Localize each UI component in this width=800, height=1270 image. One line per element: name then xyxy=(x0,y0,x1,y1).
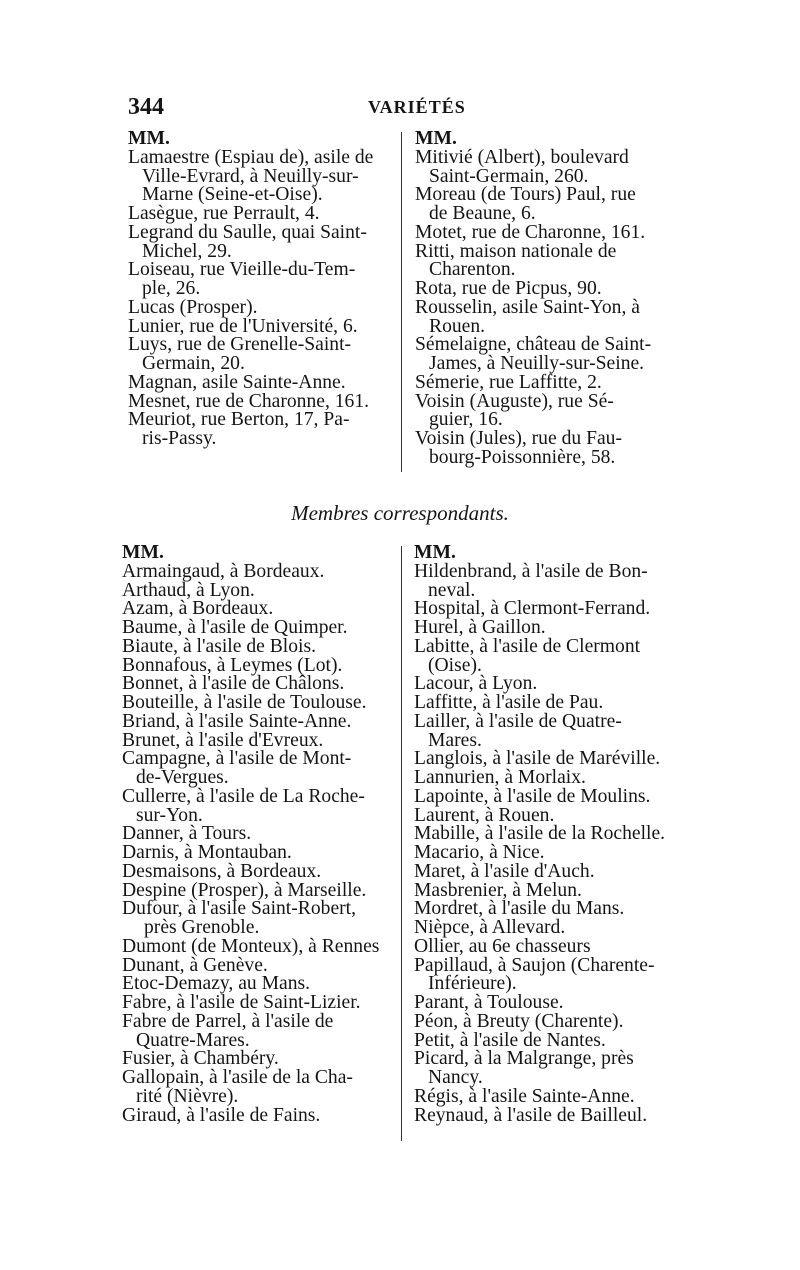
entry-line: ple, 26. xyxy=(142,278,201,299)
entry-line: Desmaisons, à Bordeaux. xyxy=(122,860,322,882)
entry-line: Ollier, au 6e chasseurs xyxy=(414,935,591,957)
entry-line: Rouen. xyxy=(429,315,486,337)
running-title: VARIÉTÉS xyxy=(368,97,466,117)
column-heading: MM. xyxy=(128,128,170,149)
entry-line: James, à Neuilly-sur-Seine. xyxy=(429,353,645,374)
entry-line: Lailler, à l'asile de Quatre- xyxy=(414,710,622,732)
entry-line: Luys, rue de Grenelle-Saint- xyxy=(128,334,352,356)
entry-line: Fusier, à Chambéry. xyxy=(122,1048,279,1070)
entry-line: Inférieure). xyxy=(428,973,517,995)
entry-line: Dumont (de Monteux), à Rennes xyxy=(122,935,380,957)
entry-line: Labitte, à l'asile de Clermont xyxy=(414,635,641,657)
column-heading: MM. xyxy=(122,542,164,563)
entry-line: Motet, rue de Charonne, 161. xyxy=(415,221,646,243)
entry-line: Meuriot, rue Berton, 17, Pa- xyxy=(128,409,350,431)
entry-line: sur-Yon. xyxy=(136,804,203,826)
entry-line: Mitivié (Albert), boulevard xyxy=(415,146,629,168)
entry-line: Sémerie, rue Laffitte, 2. xyxy=(415,371,602,393)
entry-line: Masbrenier, à Melun. xyxy=(414,879,582,901)
running-header xyxy=(128,94,688,124)
entry-line: Marne (Seine-et-Oise). xyxy=(142,184,323,206)
correspondents-column-right xyxy=(414,544,665,1125)
entry-line: Lucas (Prosper). xyxy=(128,296,258,318)
entry-line: Charenton. xyxy=(429,259,516,281)
entry-line: Biaute, à l'asile de Blois. xyxy=(122,635,316,657)
entry-line: (Oise). xyxy=(428,654,482,676)
entry-line: Petit, à l'asile de Nantes. xyxy=(414,1029,606,1051)
entry-line: Nancy. xyxy=(428,1067,483,1088)
entry-line: Mordret, à l'asile du Mans. xyxy=(414,898,625,920)
entry-line: Laurent, à Rouen. xyxy=(414,804,555,826)
entry-line: Briand, à l'asile Sainte-Anne. xyxy=(122,710,352,732)
section-title: Membres correspondants. xyxy=(291,501,509,525)
entry-line: neval. xyxy=(428,579,476,601)
entry-line: Péon, à Breuty (Charente). xyxy=(414,1010,624,1032)
column-divider xyxy=(401,132,402,472)
entry-line: de Beaune, 6. xyxy=(429,203,536,224)
entry-line: bourg-Poissonnière, 58. xyxy=(429,446,616,468)
entry-line: Mabille, à l'asile de la Rochelle. xyxy=(414,823,666,845)
entry-line: Laffitte, à l'asile de Pau. xyxy=(414,692,604,713)
entry-line: Moreau (de Tours) Paul, rue xyxy=(415,184,636,206)
members-column-left xyxy=(128,130,373,449)
entry-line: Nièpce, à Allevard. xyxy=(414,917,566,938)
column-heading: MM. xyxy=(414,542,456,563)
entry-line: Macario, à Nice. xyxy=(414,842,545,863)
entry-line: Armaingaud, à Bordeaux. xyxy=(122,560,325,582)
entry-line: Ritti, maison nationale de xyxy=(415,240,617,262)
entry-line: Dufour, à l'asile Saint-Robert, xyxy=(122,898,357,920)
entry-line: Lasègue, rue Perrault, 4. xyxy=(128,203,320,224)
entry-line: Sémelaigne, château de Saint- xyxy=(415,334,652,356)
column-heading: MM. xyxy=(415,128,457,149)
entry-line: Langlois, à l'asile de Maréville. xyxy=(414,748,661,770)
entry-line: Mesnet, rue de Charonne, 161. xyxy=(128,390,370,412)
entry-line: Voisin (Auguste), rue Sé- xyxy=(415,390,614,412)
entry-line: Saint-Germain, 260. xyxy=(429,165,589,187)
page-number: 344 xyxy=(128,94,164,120)
entry-line: Rota, rue de Picpus, 90. xyxy=(415,278,602,299)
entry-line: Bonnet, à l'asile de Châlons. xyxy=(122,673,345,695)
entry-line: de-Vergues. xyxy=(136,767,229,788)
entry-line: Bonnafous, à Leymes (Lot). xyxy=(122,654,343,676)
entry-line: ris-Passy. xyxy=(142,428,217,449)
entry-line: Reynaud, à l'asile de Bailleul. xyxy=(414,1104,648,1126)
entry-line: Legrand du Saulle, quai Saint- xyxy=(128,221,367,243)
entry-line: Rousselin, asile Saint-Yon, à xyxy=(415,296,640,318)
entry-line: Dunant, à Genève. xyxy=(122,954,268,976)
entry-line: Mares. xyxy=(428,729,482,751)
entry-line: Arthaud, à Lyon. xyxy=(122,579,255,601)
entry-line: Germain, 20. xyxy=(142,353,245,374)
entry-line: Fabre, à l'asile de Saint-Lizier. xyxy=(122,992,361,1013)
entry-line: près Grenoble. xyxy=(144,917,260,938)
entry-line: Hospital, à Clermont-Ferrand. xyxy=(414,598,651,620)
entry-line: Maret, à l'asile d'Auch. xyxy=(414,860,595,882)
correspondents-column-left xyxy=(122,544,379,1125)
entry-line: Quatre-Mares. xyxy=(136,1029,250,1051)
entry-line: Magnan, asile Sainte-Anne. xyxy=(128,371,346,393)
entry-line: Brunet, à l'asile d'Evreux. xyxy=(122,729,324,751)
entry-line: Etoc-Demazy, au Mans. xyxy=(122,973,311,995)
entry-line: Danner, à Tours. xyxy=(122,823,252,845)
entry-line: Ville-Evrard, à Neuilly-sur- xyxy=(142,165,359,187)
entry-line: Lamaestre (Espiau de), asile de xyxy=(128,146,374,168)
entry-line: rité (Nièvre). xyxy=(136,1085,239,1107)
entry-line: Baume, à l'asile de Quimper. xyxy=(122,617,348,638)
entry-line: Michel, 29. xyxy=(142,240,232,262)
entry-line: Despine (Prosper), à Marseille. xyxy=(122,879,367,901)
entry-line: Régis, à l'asile Sainte-Anne. xyxy=(414,1085,635,1107)
entry-line: Giraud, à l'asile de Fains. xyxy=(122,1104,321,1126)
column-divider xyxy=(401,546,402,1141)
entry-line: Parant, à Toulouse. xyxy=(414,992,564,1013)
members-column-right xyxy=(415,130,651,468)
entry-line: Bouteille, à l'asile de Toulouse. xyxy=(122,692,367,713)
entry-line: Hurel, à Gaillon. xyxy=(414,617,546,638)
entry-line: Cullerre, à l'asile de La Roche- xyxy=(122,785,365,807)
entry-line: Hildenbrand, à l'asile de Bon- xyxy=(414,560,648,582)
entry-line: Loiseau, rue Vieille-du-Tem- xyxy=(128,259,356,281)
entry-line: Gallopain, à l'asile de la Cha- xyxy=(122,1067,353,1088)
entry-line: Lapointe, à l'asile de Moulins. xyxy=(414,785,651,807)
entry-line: Picard, à la Malgrange, près xyxy=(414,1048,634,1070)
entry-line: guier, 16. xyxy=(429,409,503,431)
entry-line: Lunier, rue de l'Université, 6. xyxy=(128,315,358,337)
entry-line: Papillaud, à Saujon (Charente- xyxy=(414,954,655,976)
entry-line: Lacour, à Lyon. xyxy=(414,673,538,695)
entry-line: Azam, à Bordeaux. xyxy=(122,598,274,620)
entry-line: Fabre de Parrel, à l'asile de xyxy=(122,1010,334,1032)
entry-line: Campagne, à l'asile de Mont- xyxy=(122,748,352,770)
entry-line: Lannurien, à Morlaix. xyxy=(414,767,586,788)
entry-line: Voisin (Jules), rue du Fau- xyxy=(415,428,622,449)
entry-line: Darnis, à Montauban. xyxy=(122,842,292,863)
